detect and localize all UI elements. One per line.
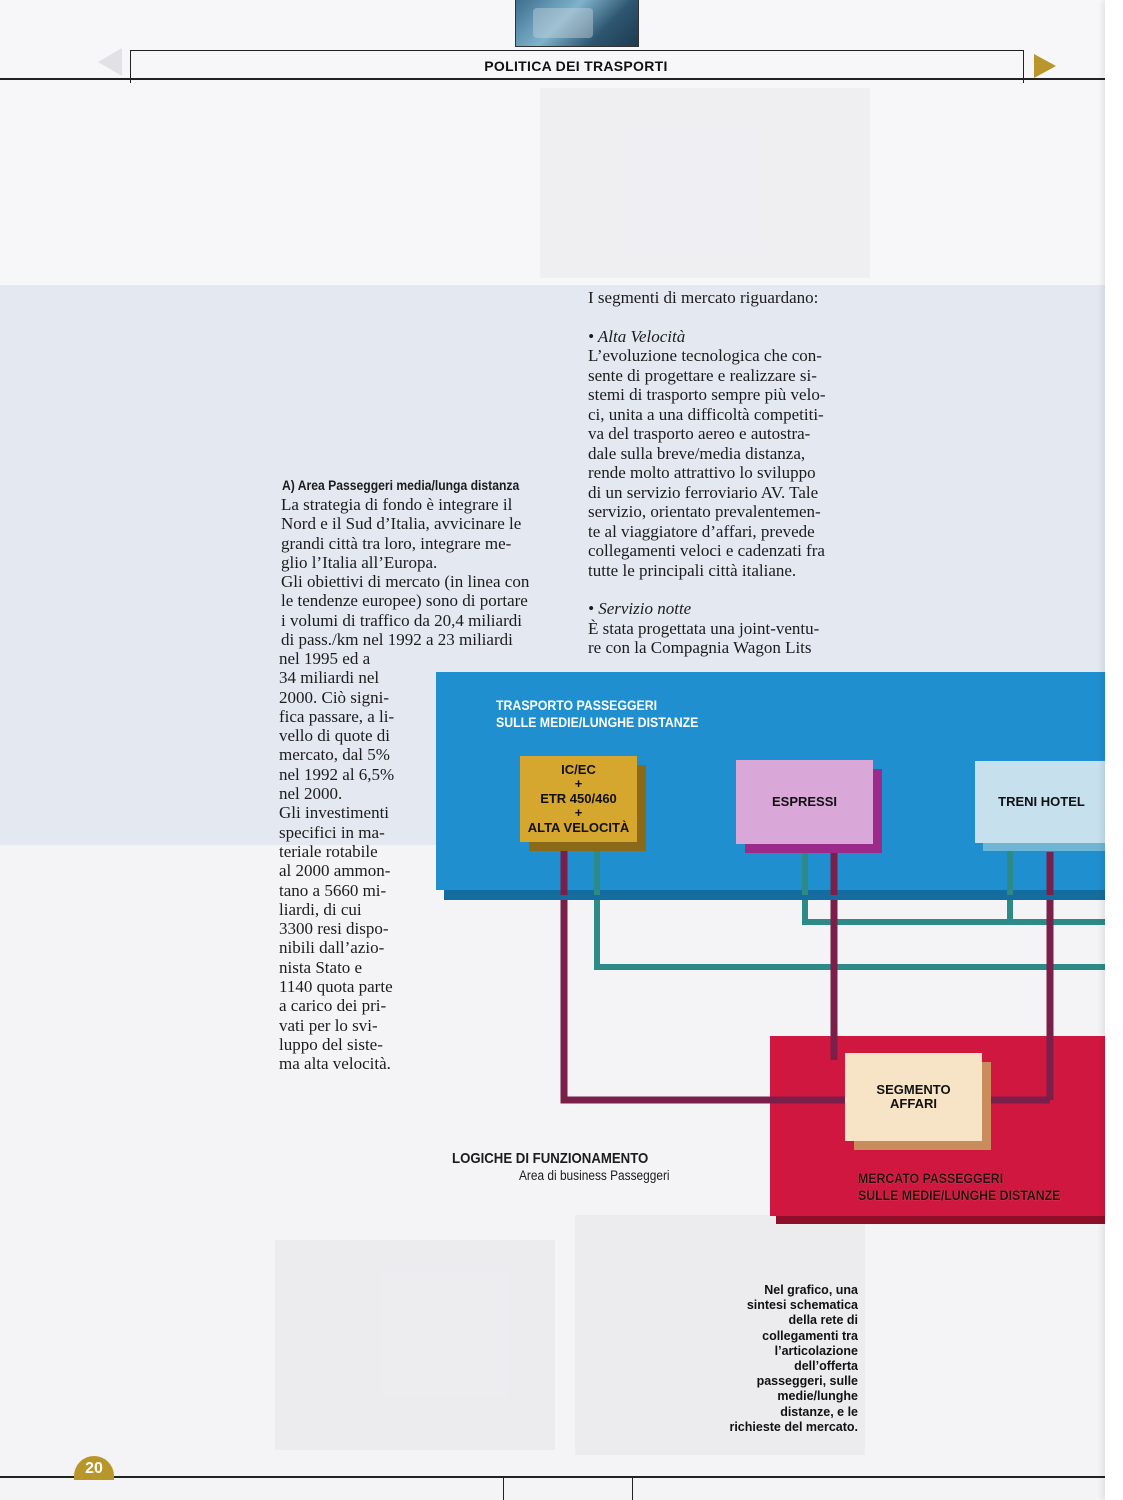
article-heading: A) Area Passeggeri media/lunga distanza — [282, 478, 520, 493]
text-line: a carico dei pri- — [279, 996, 387, 1016]
segments-intro: I segmenti di mercato riguardano: — [588, 288, 819, 307]
text-line: di pass./km nel 1992 a 23 miliardi — [281, 630, 513, 650]
text-line: 2000. Ciò signi- — [279, 687, 390, 707]
caption-line: Nel grafico, una — [764, 1283, 858, 1297]
text-line: grandi città tra loro, integrare me- — [281, 533, 512, 553]
caption-line: richieste del mercato. — [729, 1419, 858, 1434]
servizio-notte-heading: • Servizio notte — [588, 599, 692, 618]
market-panel-title — [858, 1170, 1060, 1204]
footer-frame — [503, 1478, 633, 1500]
text-line: Gli obiettivi di mercato (in linea con — [281, 572, 530, 592]
side-caption — [725, 1283, 858, 1435]
text-line: le tendenze europee) sono di portare — [281, 591, 528, 611]
segmento-affari-box — [845, 1053, 982, 1141]
text-line: vello di quote di — [279, 726, 390, 746]
page-number: 20 — [74, 1456, 114, 1480]
text-line: re con la Compagnia Wagon Lits — [588, 638, 812, 657]
caption-line: dell’offerta — [794, 1359, 858, 1374]
box-line: ETR 450/460 — [540, 790, 617, 806]
text-line: al 2000 ammon- — [279, 861, 391, 881]
box-label: TRENI HOTEL — [998, 793, 1085, 809]
box-line: + — [574, 805, 583, 821]
text-line: La strategia di fondo è integrare il — [281, 495, 513, 514]
text-line: tutte le principali città italiane. — [588, 560, 797, 580]
alta-velocita-heading: • Alta Velocità — [588, 326, 686, 346]
text-line: mercato, dal 5% — [279, 745, 390, 765]
caption-line: distanze, e le — [780, 1404, 858, 1419]
text-line: vati per lo svi- — [279, 1015, 378, 1035]
text-line: 34 miliardi nel — [279, 668, 380, 688]
text-line: stemi di trasporto sempre più velo- — [588, 385, 826, 404]
market-title-line: SULLE MEDIE/LUNGHE DISTANZE — [858, 1187, 1061, 1203]
caption-line: passeggeri, sulle — [756, 1374, 858, 1389]
text-line: di un servizio ferroviario AV. Tale — [588, 482, 819, 502]
box-line: ALTA VELOCITÀ — [527, 819, 630, 835]
text-line: nel 1992 al 6,5% — [279, 764, 395, 784]
caption-line: collegamenti tra — [762, 1328, 858, 1343]
section-title: POLITICA DEI TRASPORTI — [484, 58, 668, 74]
caption-line: della rete di — [788, 1313, 858, 1328]
text-line: fica passare, a li- — [279, 706, 395, 726]
caption-line: sintesi schematica — [746, 1298, 858, 1313]
text-line: specifici in ma- — [279, 822, 385, 842]
text-line: È stata progettata una joint-ventu- — [588, 618, 820, 638]
text-line: Nord e il Sud d’Italia, avvicinare le — [281, 514, 522, 534]
text-line: dale sulla breve/media distanza, — [588, 443, 806, 463]
supply-title-line: TRASPORTO PASSEGGERI — [496, 697, 658, 713]
page-edge — [1105, 0, 1123, 1500]
diagram-caption-title: LOGICHE DI FUNZIONAMENTO — [452, 1150, 649, 1167]
text-line: rende molto attrattivo lo sviluppo — [588, 463, 816, 482]
text-line: sente di progettare e realizzare si- — [588, 365, 817, 385]
text-line: Gli investimenti — [279, 803, 390, 823]
text-line: teriale rotabile — [279, 841, 378, 861]
box-label: ESPRESSI — [771, 793, 838, 809]
text-line: va del trasporto aereo e autostra- — [588, 424, 811, 443]
text-line: i volumi di traffico da 20,4 miliardi — [281, 610, 522, 630]
text-line: tano a 5660 mi- — [279, 880, 387, 900]
text-line: nel 1995 ed a — [279, 649, 371, 668]
box-line: IC/EC — [561, 761, 596, 777]
text-line: 1140 quota parte — [279, 977, 393, 997]
box-line: AFFARI — [890, 1096, 937, 1111]
caption-line: medie/lunghe — [777, 1389, 858, 1404]
text-line: nista Stato e — [279, 957, 363, 977]
text-line: glio l’Italia all’Europa. — [281, 552, 438, 572]
text-line: te al viaggiatore d’affari, prevede — [588, 521, 815, 541]
supply-title-line: SULLE MEDIE/LUNGHE DISTANZE — [496, 714, 699, 730]
text-line: ma alta velocità. — [279, 1054, 391, 1074]
box-line: SEGMENTO — [876, 1081, 951, 1097]
market-title-line: MERCATO PASSEGGERI — [858, 1170, 1004, 1186]
text-line: 3300 resi dispo- — [279, 919, 389, 939]
text-line: nibili dall’azio- — [279, 938, 385, 958]
text-line: luppo del siste- — [279, 1034, 383, 1054]
box-line: + — [574, 776, 583, 792]
caption-line: l’articolazione — [774, 1343, 858, 1358]
text-line: L’evoluzione tecnologica che con- — [588, 346, 822, 365]
text-line: ci, unita a una difficoltà competiti- — [588, 404, 824, 424]
text-line: collegamenti veloci e cadenzati fra — [588, 541, 825, 560]
diagram-caption-subtitle: Area di business Passeggeri — [519, 1168, 670, 1183]
text-line: servizio, orientato prevalentemen- — [588, 502, 821, 521]
text-line: liardi, di cui — [279, 899, 362, 919]
text-line: nel 2000. — [279, 784, 343, 804]
